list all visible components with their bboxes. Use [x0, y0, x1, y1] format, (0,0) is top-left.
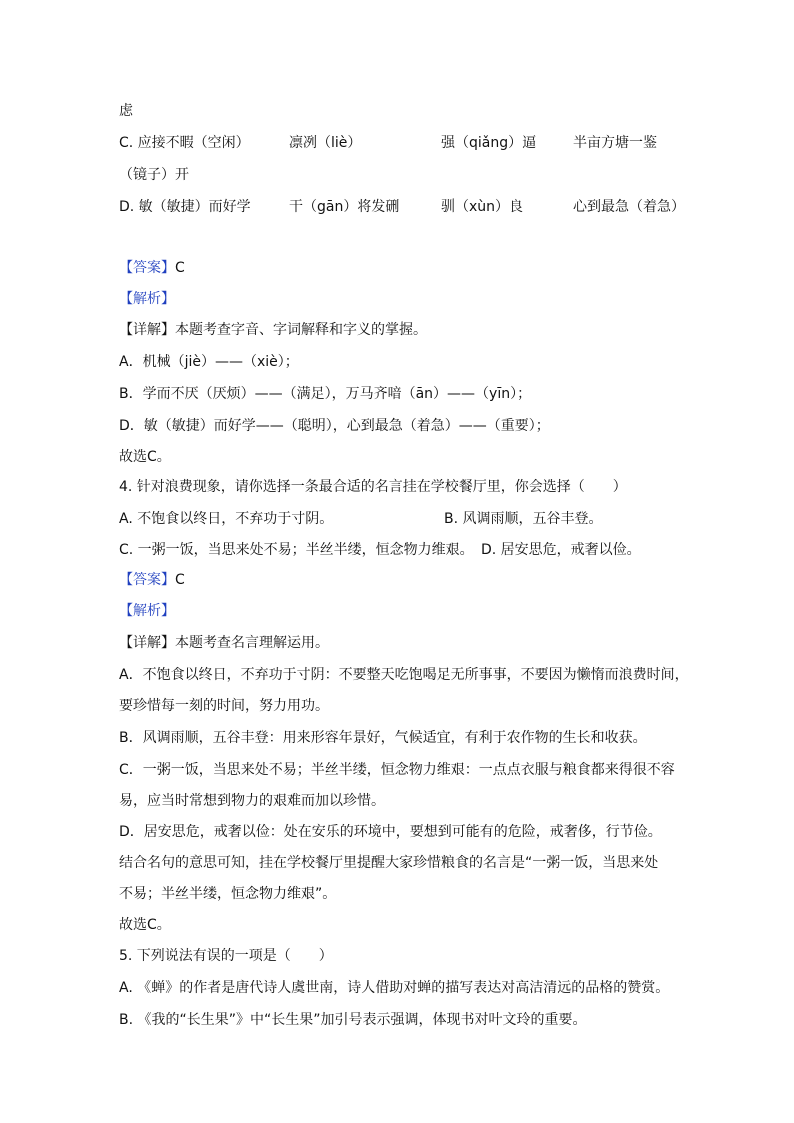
- q3-option-d: [119, 197, 684, 217]
- q3-option-c: [119, 133, 679, 153]
- q3-explain-d: D．敏（敏捷）而好学——（聪明），心到最急（着急）——（重要）；: [119, 418, 550, 434]
- q3-option-d-col1: D. 敏（敏捷）而好学: [119, 199, 251, 215]
- q3-analysis-label: 【解析】: [119, 291, 175, 307]
- q5-stem: 5. 下列说法有误的一项是（ ）: [119, 948, 333, 964]
- q4-detail-label: 【详解】: [119, 635, 175, 651]
- q3-explain-a: A．机械（jiè）——（xiè）；: [119, 354, 299, 370]
- q4-detail: [119, 633, 329, 653]
- q5-option-b: B. 《我的“长生果”》中“长生果”加引号表示强调，体现书对叶文玲的重要。: [119, 1012, 587, 1028]
- q4-explain-a-line2: 要珍惜每一刻的时间，努力用功。: [119, 698, 329, 714]
- q3-option-d-col4: 心到最急（着急）: [573, 199, 685, 215]
- q4-explain-c-line1: C．一粥一饭，当思来处不易；半丝半缕，恒念物力维艰：一点点衣服与粮食都来得很不容: [119, 762, 675, 778]
- q3-answer-label: 【答案】: [119, 260, 175, 276]
- q4-detail-text: 本题考查名言理解运用。: [175, 635, 329, 651]
- q4-option-d: D. 居安思危，戒奢以俭。: [481, 542, 641, 558]
- q3-detail-text: 本题考查字音、字词解释和字义的掌握。: [175, 322, 427, 338]
- q3-explain-b: B．学而不厌（厌烦）——（满足），万马齐喑（ān）——（yīn）；: [119, 386, 532, 402]
- q4-options-ab: [119, 509, 619, 529]
- q3-option-d-col2: 干（gān）将发硎: [289, 199, 400, 215]
- q3-detail: [119, 320, 427, 340]
- q4-answer-value: C: [175, 572, 185, 588]
- q4-options-cd: [119, 540, 649, 560]
- q4-option-a: A. 不饱食以终日，不弃功于寸阴。: [119, 511, 334, 527]
- q5-option-a: A. 《蝉》的作者是唐代诗人虞世南，诗人借助对蝉的描写表达对高洁清远的品格的赞赏。: [119, 980, 670, 996]
- q3-option-c-col1: C. 应接不暇（空闲）: [119, 135, 250, 151]
- q4-stem: 4. 针对浪费现象，请你选择一条最合适的名言挂在学校餐厅里，你会选择（ ）: [119, 479, 627, 495]
- q4-option-c: C. 一粥一饭，当思来处不易；半丝半缕，恒念物力维艰。: [119, 542, 474, 558]
- q4-explain-a-line1: A．不饱食以终日，不弃功于寸阴：不要整天吃饱喝足无所事事，不要因为懒惰而浪费时间，: [119, 667, 689, 683]
- q4-conclusion: 故选C。: [119, 917, 171, 933]
- q4-explain-b: B．风调雨顺，五谷丰登：用来形容年景好，气候适宜，有利于农作物的生长和收获。: [119, 730, 647, 746]
- q3-answer-value: C: [175, 260, 185, 276]
- q4-answer: [119, 570, 185, 590]
- q4-answer-label: 【答案】: [119, 572, 175, 588]
- q4-explain-c-line2: 易，应当时常想到物力的艰难而加以珍惜。: [119, 793, 385, 809]
- q3-line-tail: 虑: [119, 103, 133, 119]
- q4-option-b: B. 风调雨顺，五谷丰登。: [444, 511, 603, 527]
- q4-analysis-label: 【解析】: [119, 603, 175, 619]
- q4-summary-line1: 结合名句的意思可知，挂在学校餐厅里提醒大家珍惜粮食的名言是“一粥一饭，当思来处: [119, 855, 659, 871]
- q4-summary-line2: 不易；半丝半缕，恒念物力维艰”。: [119, 886, 337, 902]
- q3-option-c-col3: 强（qiǎng）逼: [441, 135, 537, 151]
- q3-answer: [119, 258, 185, 278]
- q3-option-c-col2: 凛冽（liè）: [289, 135, 362, 151]
- q3-option-d-col3: 驯（xùn）良: [441, 199, 524, 215]
- q3-option-c-col4: 半亩方塘一鉴: [573, 135, 657, 151]
- q3-detail-label: 【详解】: [119, 322, 175, 338]
- q3-option-c-continued: （镜子）开: [119, 167, 189, 183]
- q3-conclusion: 故选C。: [119, 449, 171, 465]
- q4-explain-d: D．居安思危，戒奢以俭：处在安乐的环境中，要想到可能有的危险，戒奢侈，行节俭。: [119, 824, 662, 840]
